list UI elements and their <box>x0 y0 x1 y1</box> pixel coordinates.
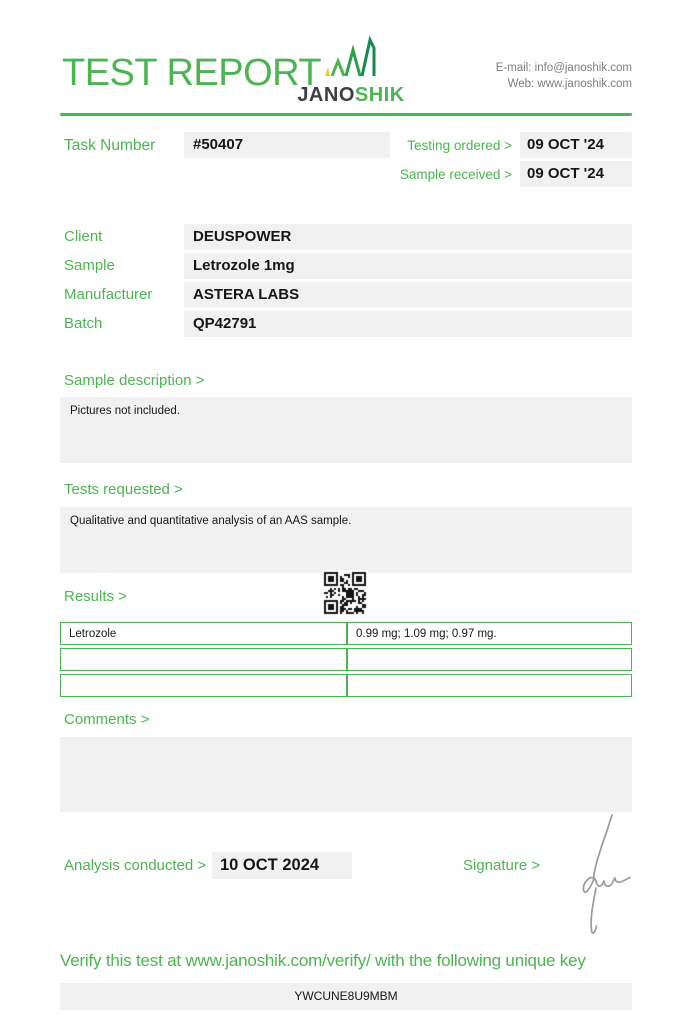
client-value: DEUSPOWER <box>184 224 632 250</box>
table-row <box>60 622 632 645</box>
tests-requested-label: Tests requested > <box>64 481 183 498</box>
sample-received-value: 09 OCT '24 <box>520 161 632 187</box>
results-table <box>60 619 632 700</box>
batch-row <box>60 311 632 337</box>
table-row <box>60 648 632 671</box>
tests-requested-box: Qualitative and quantitative analysis of an AAS sample. <box>60 507 632 573</box>
header-divider <box>60 113 632 116</box>
analysis-conducted-value: 10 OCT 2024 <box>212 852 352 879</box>
contact-email: E-mail: info@janoshik.com <box>495 62 632 74</box>
growth-chart-icon <box>316 34 386 84</box>
manufacturer-value: ASTERA LABS <box>184 282 632 308</box>
result-name-cell <box>60 674 347 697</box>
analysis-conducted-label: Analysis conducted > <box>64 857 207 874</box>
result-value-cell <box>347 674 632 697</box>
result-value-cell <box>347 648 632 671</box>
sample-description-label: Sample description > <box>64 372 205 389</box>
sample-description-box: Pictures not included. <box>60 397 632 463</box>
verify-instruction: Verify this test at www.janoshik.com/verify/ with the following unique key <box>60 951 586 970</box>
logo-wordmark <box>296 84 406 107</box>
sample-received-row <box>393 161 632 187</box>
result-name-cell <box>60 648 347 671</box>
batch-value: QP42791 <box>184 311 632 337</box>
manufacturer-label: Manufacturer <box>64 286 153 303</box>
client-row <box>60 224 632 250</box>
manufacturer-row <box>60 282 632 308</box>
contact-web: Web: www.janoshik.com <box>507 78 632 90</box>
contact-block <box>496 60 632 92</box>
verify-key: YWCUNE8U9MBM <box>60 983 632 1010</box>
sample-received-label: Sample received > <box>399 166 512 182</box>
qr-code <box>322 570 368 616</box>
logo-text-dark: JANO <box>297 84 355 106</box>
sample-row <box>60 253 632 279</box>
page-title: TEST REPORT <box>62 52 322 94</box>
results-label: Results > <box>64 588 127 605</box>
testing-ordered-label: Testing ordered > <box>407 137 512 153</box>
sample-info-block <box>60 224 632 340</box>
dates-block <box>393 132 632 187</box>
logo-text-green: SHIK <box>354 84 405 106</box>
signature-label: Signature > <box>463 857 541 874</box>
sample-value: Letrozole 1mg <box>184 253 632 279</box>
batch-label: Batch <box>64 315 103 332</box>
testing-ordered-value: 09 OCT '24 <box>520 132 632 158</box>
testing-ordered-row <box>393 132 632 158</box>
result-value-cell: 0.99 mg; 1.09 mg; 0.97 mg. <box>347 622 632 645</box>
signature-icon <box>552 812 644 940</box>
client-label: Client <box>64 228 103 245</box>
task-number-value: #50407 <box>184 132 390 158</box>
table-row <box>60 674 632 697</box>
janoshik-logo <box>296 34 406 107</box>
result-name-cell: Letrozole <box>60 622 347 645</box>
comments-label: Comments > <box>64 711 150 728</box>
comments-box <box>60 737 632 812</box>
task-number-label: Task Number <box>64 137 156 154</box>
sample-label: Sample <box>64 257 115 274</box>
